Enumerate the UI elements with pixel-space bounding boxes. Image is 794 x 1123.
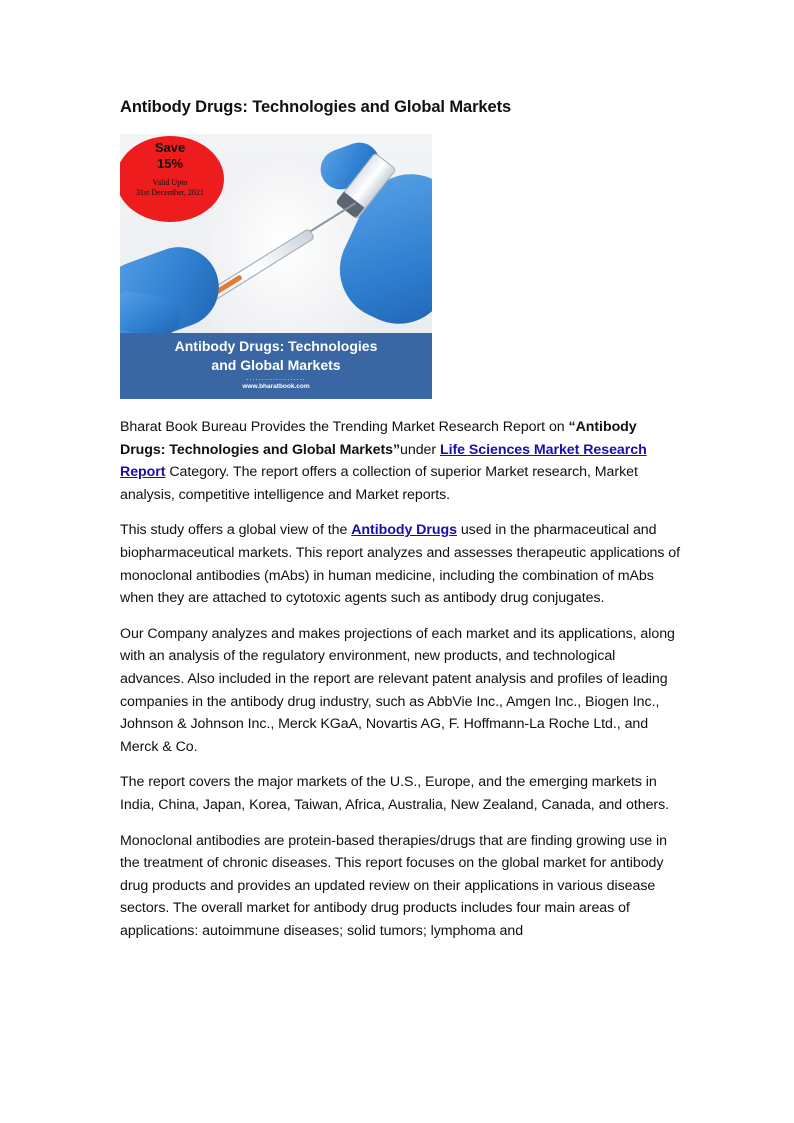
life-sciences-report-link[interactable]: Life Sciences Market Research Report	[120, 441, 647, 481]
intro-report-name: “Antibody Drugs: Technologies and Global Markets”	[120, 419, 637, 458]
paragraph-markets-covered: The report covers the major markets of the U.S., Europe, and the emerging markets in India, China, Japan, Korea, Taiwan, Africa, Australia, New Zealand, Canada, and others.	[120, 774, 670, 813]
badge-percent: 15%	[156, 156, 184, 171]
banner-url: www.bharatbook.com	[242, 383, 310, 390]
study-text-1: This study offers a global view of the	[120, 522, 352, 539]
paragraph-monoclonal-antibodies: Monoclonal antibodies are protein-based therapies/drugs that are finding growing use in the treatment of chronic diseases. This report focuses on the global market for antibody drug products and provides an updated review on their applications in various disease sectors. The overall market for antibody drug products includes four main areas of applications: autoimmune diseases; solid tumors; lymphoma and	[120, 832, 667, 939]
study-text-2: used in the pharmaceutical and biopharmaceutical markets. This report analyzes and assesses therapeutic applications of monoclonal antibodies (mAbs) in human medicine, including the combination of mAbs when they are attached to cytotoxic agents such as antibody drug conjugates.	[120, 522, 680, 607]
intro-text-2: under	[400, 441, 440, 458]
paragraph-study-overview	[120, 519, 680, 609]
paragraph-intro	[120, 416, 680, 506]
banner-title-line1: Antibody Drugs: Technologies	[174, 338, 378, 354]
banner-dots: ....................	[246, 375, 306, 382]
banner-title-line2: and Global Markets	[211, 357, 341, 373]
cover-banner	[120, 333, 432, 399]
intro-text-1: Bharat Book Bureau Provides the Trending Market Research Report on	[120, 419, 569, 435]
page-title: Antibody Drugs: Technologies and Global Markets	[120, 98, 512, 116]
paragraph-company-analysis: Our Company analyzes and makes projections of each market and its applications, along with an analysis of the regulatory environment, new products, and technological advances. Also included in the report are relevant patent analysis and profiles of leading companies in the antibody drug industry, such as AbbVie Inc., Amgen Inc., Biogen Inc., Johnson & Johnson Inc., Merck KGaA, Novartis AG, F. Hoffmann-La Roche Ltd., and Merck & Co.	[120, 625, 675, 755]
badge-save-label: Save	[154, 140, 186, 155]
badge-valid-label: Valid Upto	[152, 178, 188, 187]
discount-badge	[120, 136, 224, 222]
antibody-drugs-link[interactable]: Antibody Drugs	[351, 522, 457, 539]
document-page	[120, 96, 680, 955]
intro-text-3: Category. The report offers a collection of superior Market research, Market analysis, competitive intelligence and Market reports.	[120, 464, 638, 503]
badge-valid-date: 31st December, 2021	[136, 188, 204, 197]
report-cover-image	[120, 134, 432, 399]
